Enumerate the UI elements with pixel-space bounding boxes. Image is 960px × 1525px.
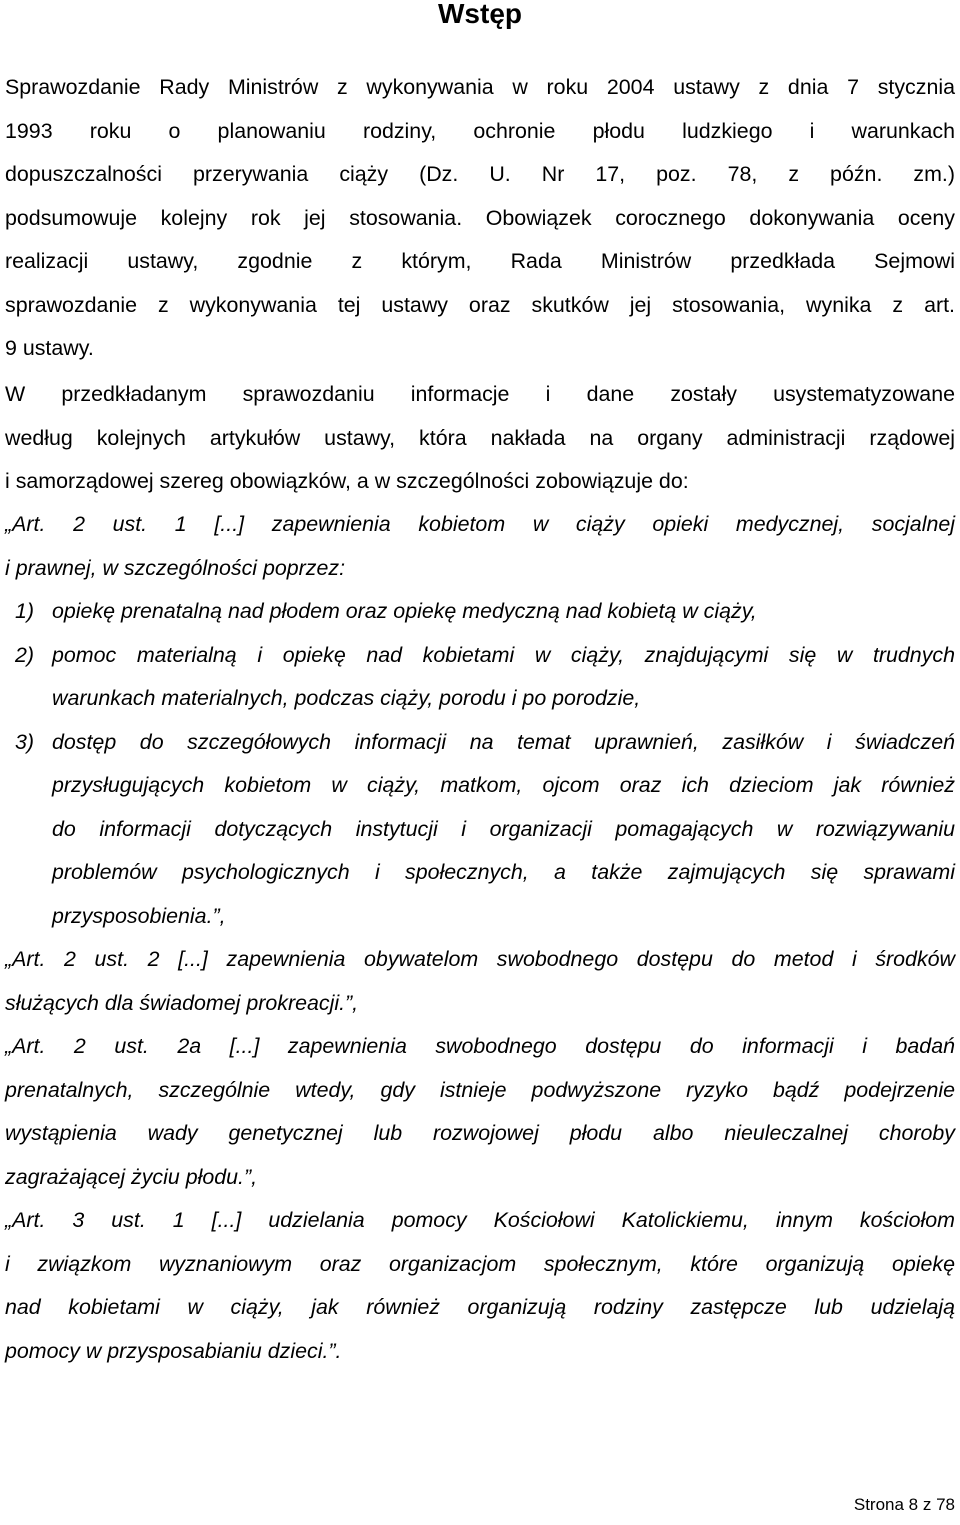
quote-art-2-ust-2 [5, 938, 955, 1025]
text-line: dopuszczalności przerywania ciąży (Dz. U. Nr 17, poz. 78, z późn. zm.) [5, 162, 955, 186]
text-line: warunkach materialnych, podczas ciąży, porodu i po porodzie, [52, 686, 641, 710]
list-item [15, 721, 955, 939]
text-line: przysposobienia.”, [52, 903, 226, 928]
text-line: do informacji dotyczących instytucji i organizacji pomagających w rozwiązywaniu [52, 816, 955, 841]
text-line: W przedkładanym sprawozdaniu informacje i dane zostały usystematyzowane [5, 382, 955, 406]
list-item [15, 590, 955, 634]
list-number: 1) [15, 599, 35, 623]
text-line: sprawozdanie z wykonywania tej ustawy oraz skutków jej stosowania, wynika z art. [5, 292, 955, 317]
text-line: „Art. 3 ust. 1 [...] udzielania pomocy Kościołowi Katolickiemu, innym kościołom [5, 1208, 955, 1232]
text-line: Sprawozdanie Rady Ministrów z wykonywania w roku 2004 ustawy z dnia 7 stycznia [5, 75, 955, 99]
text-line: i prawnej, w szczególności poprzez: [5, 555, 346, 580]
text-line: przysługujących kobietom w ciąży, matkom, ojcom oraz ich dzieciom jak również [52, 773, 955, 797]
list-number: 3) [15, 729, 35, 754]
page-title: Wstęp [438, 0, 522, 29]
text-line: opiekę prenatalną nad płodem oraz opiekę medyczną nad kobietą w ciąży, [52, 599, 757, 623]
text-line: 1993 roku o planowaniu rodziny, ochronie płodu ludzkiego i warunkach [5, 118, 955, 143]
text-line: i związkom wyznaniowym oraz organizacjom społecznym, które organizują opiekę [5, 1251, 955, 1276]
text-line: pomocy w przysposabianiu dzieci.”. [5, 1338, 342, 1363]
text-line: według kolejnych artykułów ustawy, która nakłada na organy administracji rządowej [5, 425, 955, 450]
text-line: wystąpienia wady genetycznej lub rozwojowej płodu albo nieuleczalnej choroby [5, 1121, 955, 1145]
text-line: realizacji ustawy, zgodnie z którym, Rada Ministrów przedkłada Sejmowi [5, 249, 955, 273]
quote-art-2-ust-2a [5, 1025, 955, 1199]
text-line: nad kobietami w ciąży, jak również organizują rodziny zastępcze lub udzielają [5, 1295, 955, 1319]
quote-art-3-ust-1 [5, 1199, 955, 1373]
text-line: „Art. 2 ust. 2a [...] zapewnienia swobodnego dostępu do informacji i badań [5, 1034, 955, 1058]
paragraph-intro [5, 66, 955, 371]
text-line: zagrażającej życiu płodu.”, [5, 1164, 258, 1189]
quote-art-2-ust-1 [5, 503, 955, 590]
text-line: i samorządowej szereg obowiązków, a w szczególności zobowiązuje do: [5, 469, 689, 493]
text-line: podsumowuje kolejny rok jej stosowania. Obowiązek corocznego dokonywania oceny [5, 205, 955, 230]
text-line: „Art. 2 ust. 1 [...] zapewnienia kobietom w ciąży opieki medycznej, socjalnej [5, 512, 955, 536]
paragraph-obligations [5, 373, 955, 504]
text-line: problemów psychologicznych i społecznych, a także zajmujących się sprawami [52, 860, 955, 884]
page-number: Strona 8 z 78 [853, 1495, 955, 1514]
text-line: pomoc materialną i opiekę nad kobietami w ciąży, znajdującymi się w trudnych [52, 642, 955, 667]
list-item [15, 634, 955, 721]
text-line: służących dla świadomej prokreacji.”, [5, 990, 359, 1015]
list-number: 2) [15, 642, 35, 667]
obligations-list [15, 590, 955, 938]
text-line: prenatalnych, szczególnie wtedy, gdy istnieje podwyższone ryzyko bądź podejrzenie [5, 1077, 955, 1102]
text-line: 9 ustawy. [5, 336, 94, 360]
text-line: dostęp do szczegółowych informacji na temat uprawnień, zasiłków i świadczeń [52, 729, 955, 754]
text-line: „Art. 2 ust. 2 [...] zapewnienia obywatelom swobodnego dostępu do metod i środków [5, 947, 955, 971]
